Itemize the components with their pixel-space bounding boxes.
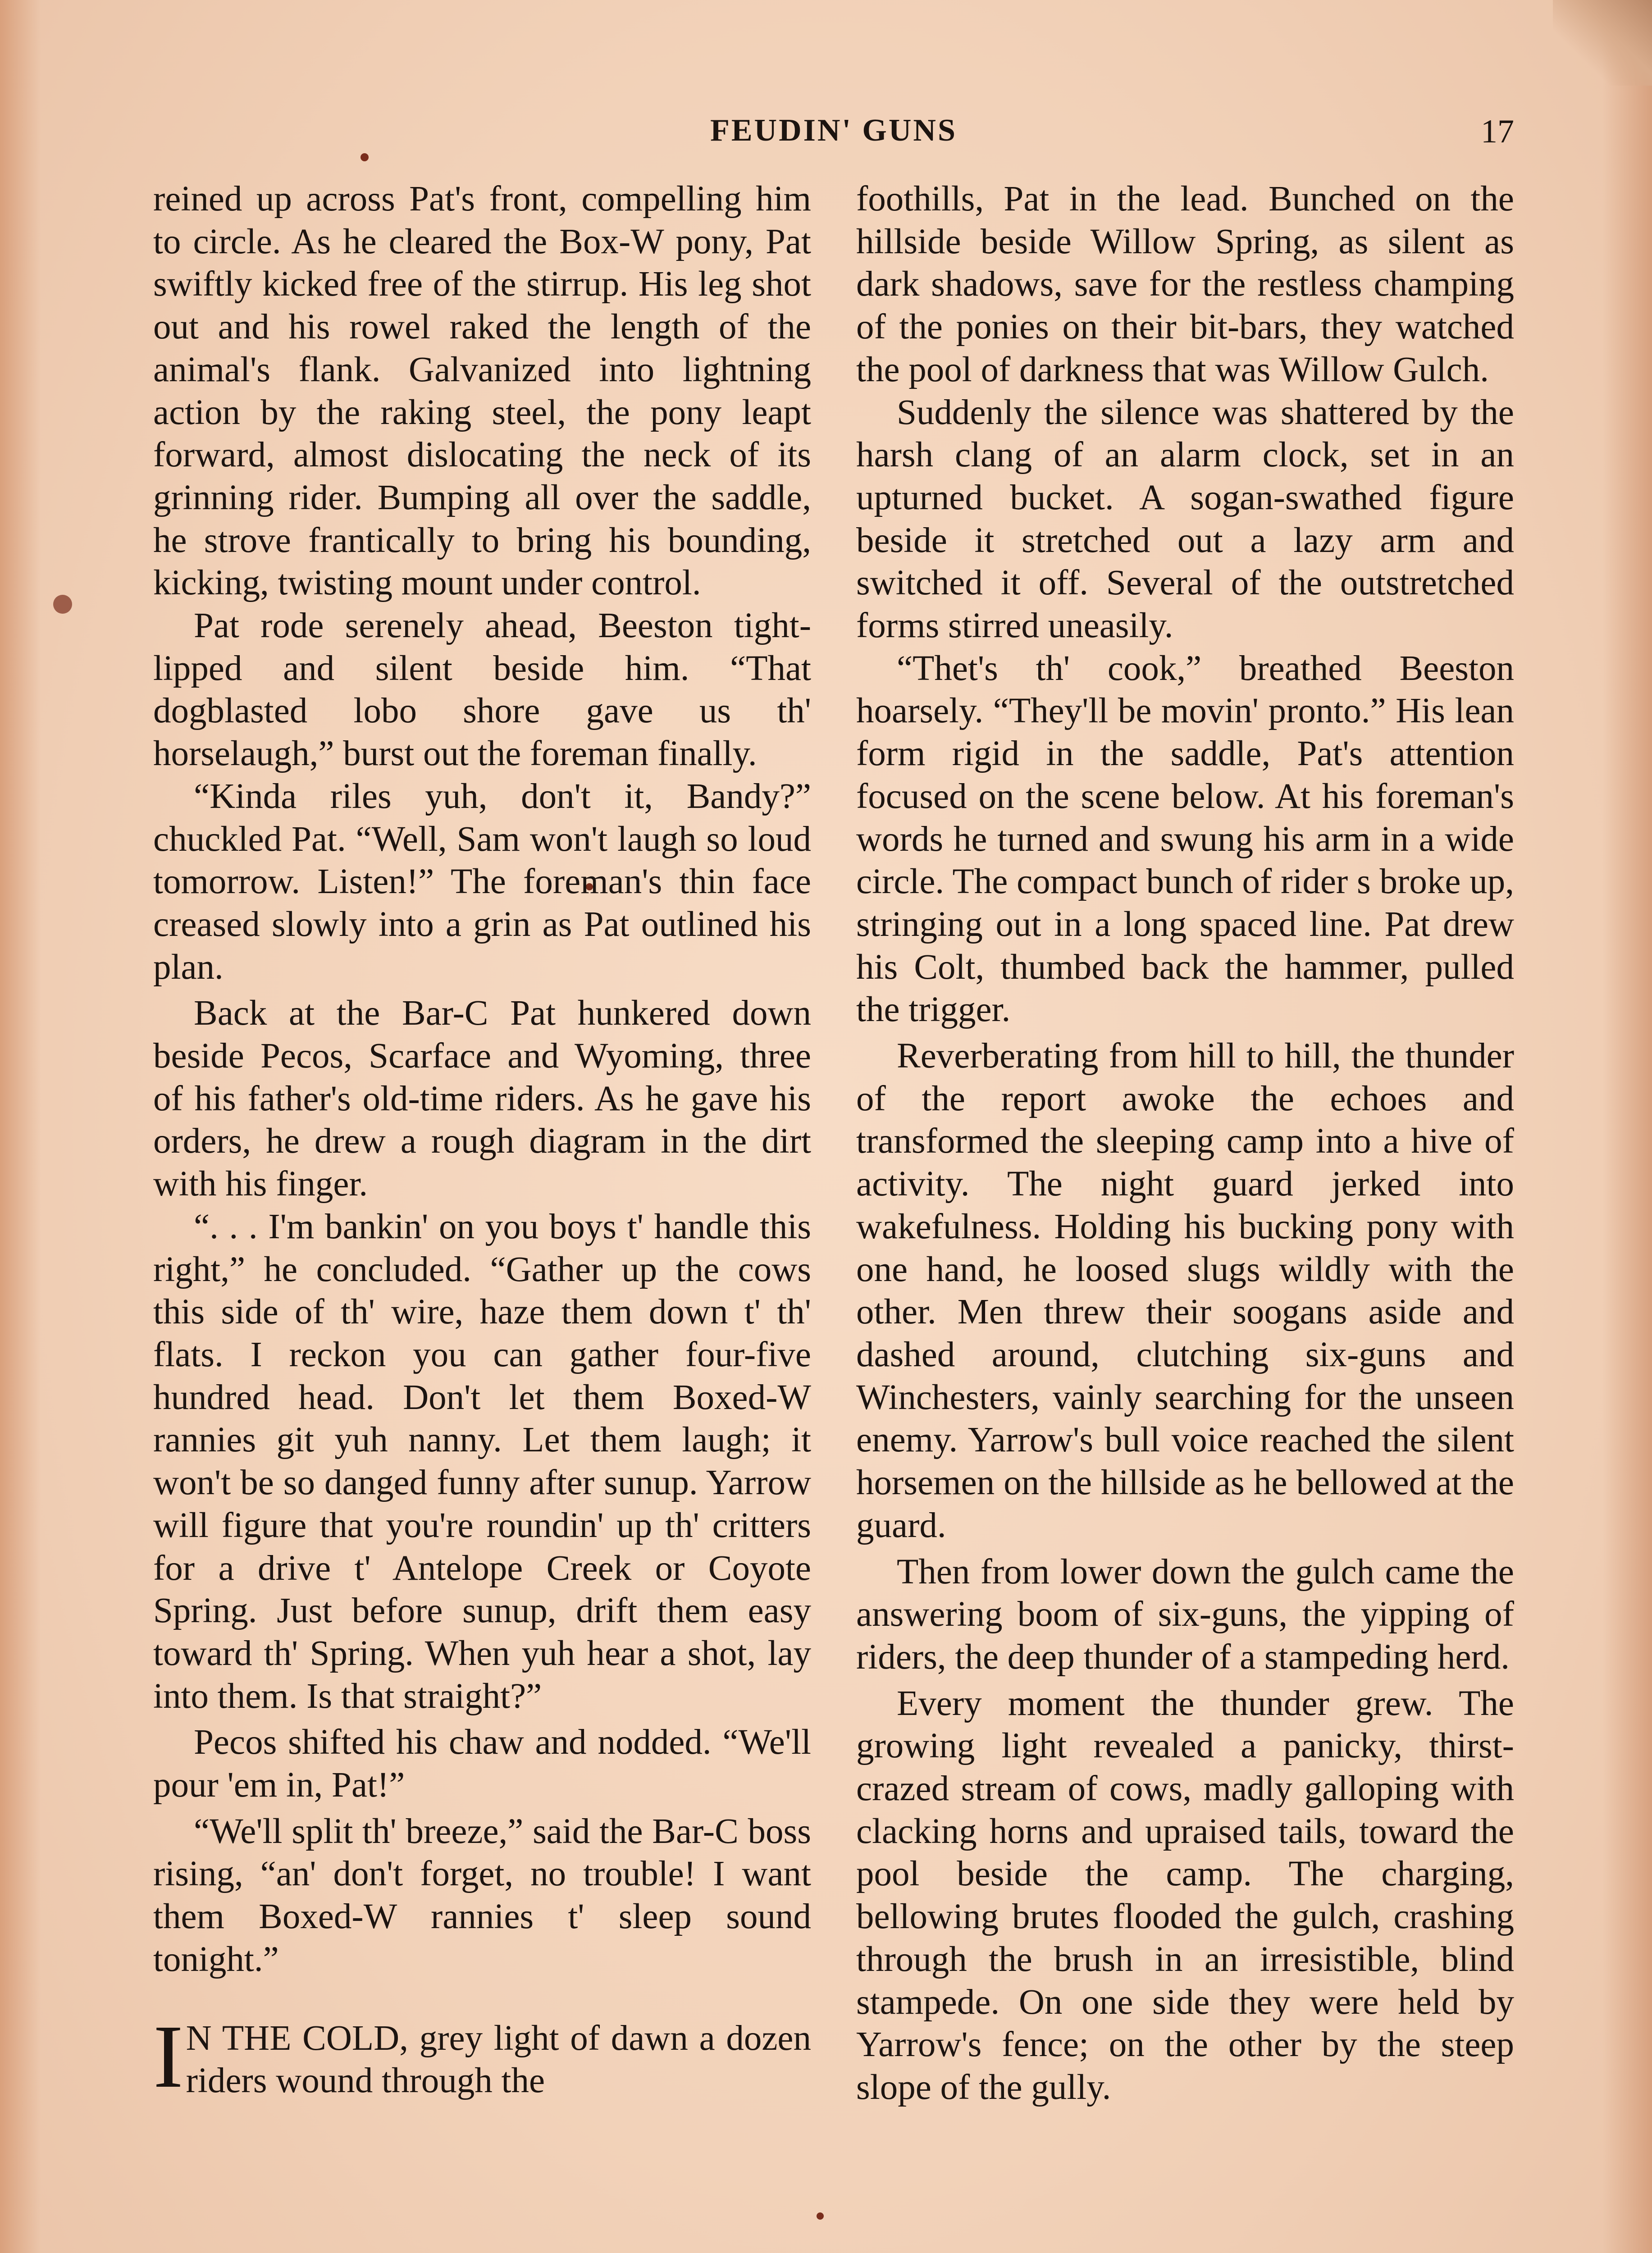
paragraph: Back at the Bar-C Pat hunkered down beside Pecos, Scarface and Wyoming, three of his father's old-time riders. As he gave his orders, he drew a rough diagram in the dirt with his finger. [153, 994, 811, 1204]
drop-cap: I [153, 2007, 183, 2107]
paragraph: “Thet's th' cook,” breathed Beeston hoarsely. “They'll be movin' pronto.” His lean form rigid in the saddle, Pat's attention focused on the scene below. At his foreman's words he turned and swung his arm in a wide circle. The compact bunch of rider s broke up, stringing out in a long spaced line. Pat drew his Colt, thumbed back the hammer, pulled the trigger. [856, 648, 1514, 1030]
paragraph: Then from lower down the gulch came the answering boom of six-guns, the yipping of riders, the deep thunder of a stampeding herd. [856, 1552, 1514, 1677]
paragraph: Reverberating from hill to hill, the thunder of the report awoke the echoes and transformed the sleeping camp into a hive of activity. The night guard jerked into wakefulness. Holding his bucking pony with one hand, he loosed slugs wildly with the other. Men threw their soogans aside and dashed around, clutching six-guns and Winchesters, vainly searching for the unseen enemy. Yarrow's bull voice reached the silent horsemen on the hillside as he bellowed at the guard. [856, 1036, 1514, 1545]
section-lead-words: N THE COLD, [186, 2018, 408, 2058]
page-header [153, 113, 1514, 162]
paragraph: “We'll split th' breeze,” said the Bar-C boss rising, “an' don't forget, no trouble! I want them Boxed-W rannies t' sleep sound tonight.” [153, 1811, 811, 1979]
section-opening-text: grey light of dawn a dozen riders wound through the [186, 2018, 811, 2101]
ink-speck [817, 2212, 824, 2220]
paragraph: Pat rode serenely ahead, Beeston tight-lipped and silent beside him. “That dogblasted lobo shore gave us th' horselaugh,” burst out the foreman finally. [153, 606, 811, 774]
paragraph: Suddenly the silence was shattered by the harsh clang of an alarm clock, set in an upturned bucket. A sogan-swathed figure beside it stretched out a lazy arm and switched it off. Several of the outstretched forms stirred uneasily. [856, 392, 1514, 646]
paragraph: foothills, Pat in the lead. Bunched on the hillside beside Willow Spring, as silent as dark shadows, save for the restless champing of the ponies on their bit-bars, they watched the pool of darkness that was Willow Gulch. [856, 179, 1514, 389]
section-break [153, 1981, 811, 2017]
running-title: FEUDIN' GUNS [710, 113, 957, 148]
paragraph: “. . . I'm bankin' on you boys t' handle this right,” he concluded. “Gather up the cows this side of th' wire, haze them down t' th' flats. I reckon you can gather four-five hundred head. Don't let them Boxed-W rannies git yuh nanny. Let them laugh; it won't be so danged funny after sunup. Yarrow will figure that you're roundin' up th' critters for a drive t' Antelope Creek or Coyote Spring. Just before sunup, drift them easy toward th' Spring. When yuh hear a shot, lay into them. Is that straight?” [153, 1207, 811, 1716]
page-edge-shadow-right [1602, 0, 1652, 2253]
paragraph: reined up across Pat's front, compelling him to circle. As he cleared the Box-W pony, Pat swiftly kicked free of the stirrup. His leg shot out and his rowel raked the length of the animal's flank. Galvanized into lightning action by the raking steel, the pony leapt forward, almost dislocating the neck of its grinning rider. Bumping all over the saddle, he strove frantically to bring his bounding, kicking, twisting mount under control. [153, 179, 811, 603]
text-column-left [153, 178, 811, 2107]
page-edge-shadow-left [0, 0, 41, 2253]
section-opening-paragraph [153, 2007, 811, 2107]
page-number: 17 [1481, 113, 1514, 150]
paragraph: “Kinda riles yuh, don't it, Bandy?” chuckled Pat. “Well, Sam won't laugh so loud tomorrow. Listen!” The foreman's thin face creased slowly into a grin as Pat outlined his plan. [153, 776, 811, 987]
paragraph: Every moment the thunder grew. The growing light revealed a panicky, thirst-crazed stream of cows, madly galloping with clacking horns and upraised tails, toward the pool beside the camp. The charging, bellowing brutes flooded the gulch, crashing through the brush in an irresistible, blind stampede. On one side they were held by Yarrow's fence; on the other by the steep slope of the gully. [856, 1683, 1514, 2107]
text-column-right [856, 178, 1514, 2109]
paragraph: Pecos shifted his chaw and nodded. “We'll pour 'em in, Pat!” [153, 1723, 811, 1805]
page-corner-curl [1553, 0, 1652, 86]
ink-speck [53, 595, 72, 614]
